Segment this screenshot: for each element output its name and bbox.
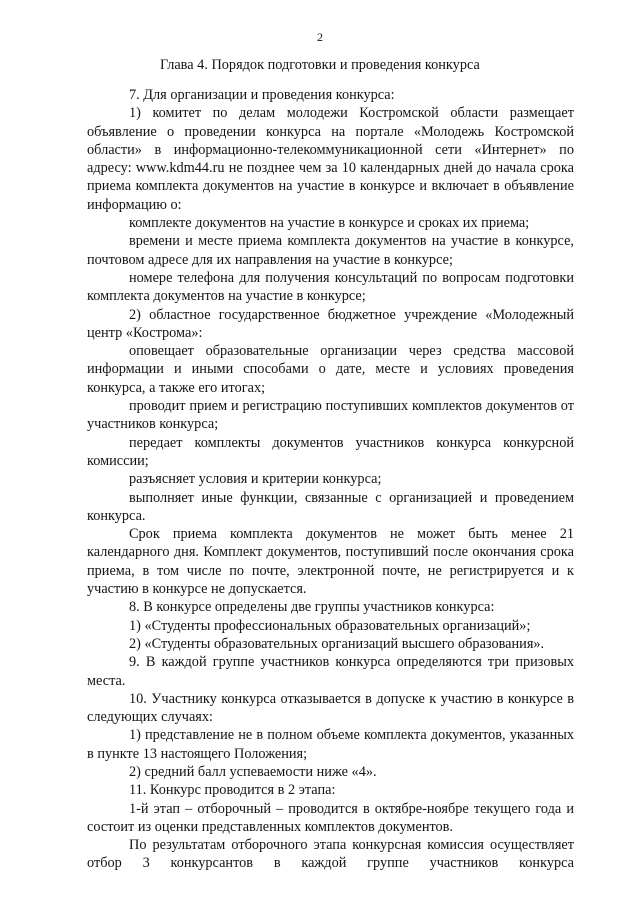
paragraph: проводит прием и регистрацию поступивших комплектов документов от участников конкурса;	[87, 398, 574, 433]
paragraph: 7. Для организации и проведения конкурса:	[129, 87, 395, 103]
page-number: 2	[317, 30, 323, 44]
paragraph: оповещает образовательные организации через средства массовой информации и иными способами о дате, месте и условиях проведения конкурса, а также его итогах;	[87, 343, 574, 396]
paragraph: комплекте документов на участие в конкурсе и сроках их приема;	[129, 215, 530, 232]
paragraph: По результатам отборочного этапа конкурсная комиссия осуществляет отбор 3 конкурсантов в каждой группе участников конкурса	[87, 837, 574, 872]
paragraph: выполняет иные функции, связанные с организацией и проведением конкурса.	[87, 489, 574, 524]
paragraph: 1) «Студенты профессиональных образовательных организаций»;	[129, 617, 531, 634]
paragraph: 8. В конкурсе определены две группы участников конкурса:	[129, 599, 495, 616]
paragraph: Срок приема комплекта документов не может быть менее 21 календарного дня. Комплект документов, поступивший после окончания срока приема, в том числе по почте, электронной почте, не регистрируется и к участию в конкурсе не допускается.	[87, 526, 574, 598]
paragraph: передает комплекты документов участников конкурса конкурсной комиссии;	[87, 434, 574, 469]
paragraph: 10. Участнику конкурса отказывается в допуске к участию в конкурсе в следующих случаях:	[87, 690, 574, 726]
paragraph: 2) областное государственное бюджетное учреждение «Молодежный центр «Кострома»:	[87, 306, 574, 341]
paragraph: 1-й этап – отборочный – проводится в октябре-ноябре текущего года и состоит из оценки представленных комплектов документов.	[87, 800, 574, 835]
paragraph: разъясняет условия и критерии конкурса;	[129, 471, 382, 488]
paragraph: времени и месте приема комплекта документов на участие в конкурсе, почтовом адресе для их направления на участие в конкурсе;	[87, 233, 574, 268]
paragraph: 11. Конкурс проводится в 2 этапа:	[129, 782, 336, 799]
paragraph: 9. В каждой группе участников конкурса определяются три призовых места.	[87, 654, 574, 689]
paragraph: 1) представление не в полном объеме комплекта документов, указанных в пункте 13 настоящего Положения;	[87, 727, 574, 762]
paragraph: 2) средний балл успеваемости ниже «4».	[129, 763, 377, 780]
paragraph: номере телефона для получения консультаций по вопросам подготовки комплекта документов на участие в конкурсе;	[87, 269, 574, 305]
chapter-title: Глава 4. Порядок подготовки и проведения конкурса	[160, 57, 480, 73]
paragraph: 2) «Студенты образовательных организаций высшего образования».	[129, 635, 545, 652]
paragraph: 1) комитет по делам молодежи Костромской области размещает объявление о проведении конкурса на портале «Молодежь Костромской области» в информационно-телекоммуникационной сети «Интернет» по адресу: www.kdm44.ru не позднее чем за 10 календарных дней до начала срока приема комплекта документов на участие в конкурсе и включает в объявление информацию о:	[87, 105, 574, 213]
body-text	[87, 86, 574, 873]
